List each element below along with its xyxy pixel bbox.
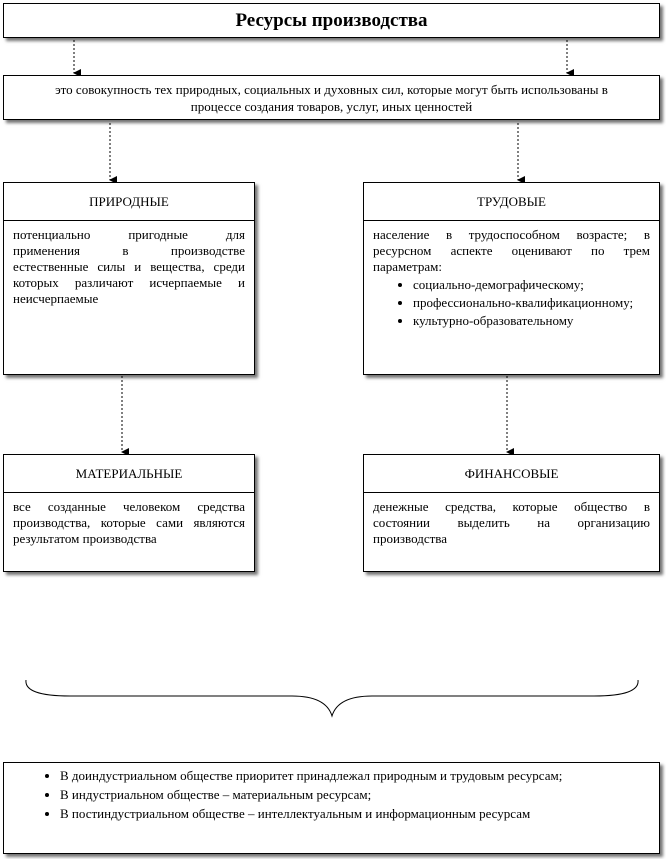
diagram-title: Ресурсы производства xyxy=(235,9,428,31)
labor-parameter: • культурно-образовательному xyxy=(413,313,650,329)
labor-parameters-list xyxy=(373,277,650,329)
conclusions-box xyxy=(3,762,660,854)
natural-resources-card xyxy=(3,182,255,375)
labor-resources-body xyxy=(364,221,659,337)
labor-parameter: • социально-демографическому; xyxy=(413,277,650,293)
natural-resources-header: ПРИРОДНЫЕ xyxy=(4,183,254,221)
definition-box xyxy=(3,75,660,120)
conclusion-item: • В постиндустриальном обществе – интеллектуальным и информационным ресурсам xyxy=(60,806,649,822)
material-resources-card xyxy=(3,454,255,572)
natural-resources-description: потенциально пригодные для применения в производстве естественные силы и вещества, среди которых различают исчерпаемые и неисчерпаемые xyxy=(13,227,245,306)
financial-resources-card xyxy=(363,454,660,572)
labor-resources-card xyxy=(363,182,660,375)
material-resources-header: МАТЕРИАЛЬНЫЕ xyxy=(4,455,254,493)
financial-resources-header: ФИНАНСОВЫЕ xyxy=(364,455,659,493)
labor-resources-header: ТРУДОВЫЕ xyxy=(364,183,659,221)
material-resources-description: все созданные человеком средства производства, которые сами являются результатом производства xyxy=(13,499,245,546)
labor-parameter: • профессионально-квалификационному; xyxy=(413,295,650,311)
conclusion-item: • В доиндустриальном обществе приоритет принадлежал природным и трудовым ресурсам; xyxy=(60,768,649,784)
title-box xyxy=(3,3,660,38)
labor-resources-description: население в трудоспособном возрасте; в ресурсном аспекте оценивают по трем параметрам: xyxy=(373,227,650,274)
curly-brace xyxy=(26,680,638,716)
financial-resources-description: денежные средства, которые общество в состоянии выделить на организацию производства xyxy=(373,499,650,546)
conclusions-list xyxy=(18,768,649,822)
definition-text: это совокупность тех природных, социальных и духовных сил, которые могут быть использованы в процессе создания товаров, услуг, иных ценностей xyxy=(55,81,608,114)
conclusion-item: • В индустриальном обществе – материальным ресурсам; xyxy=(60,787,649,803)
